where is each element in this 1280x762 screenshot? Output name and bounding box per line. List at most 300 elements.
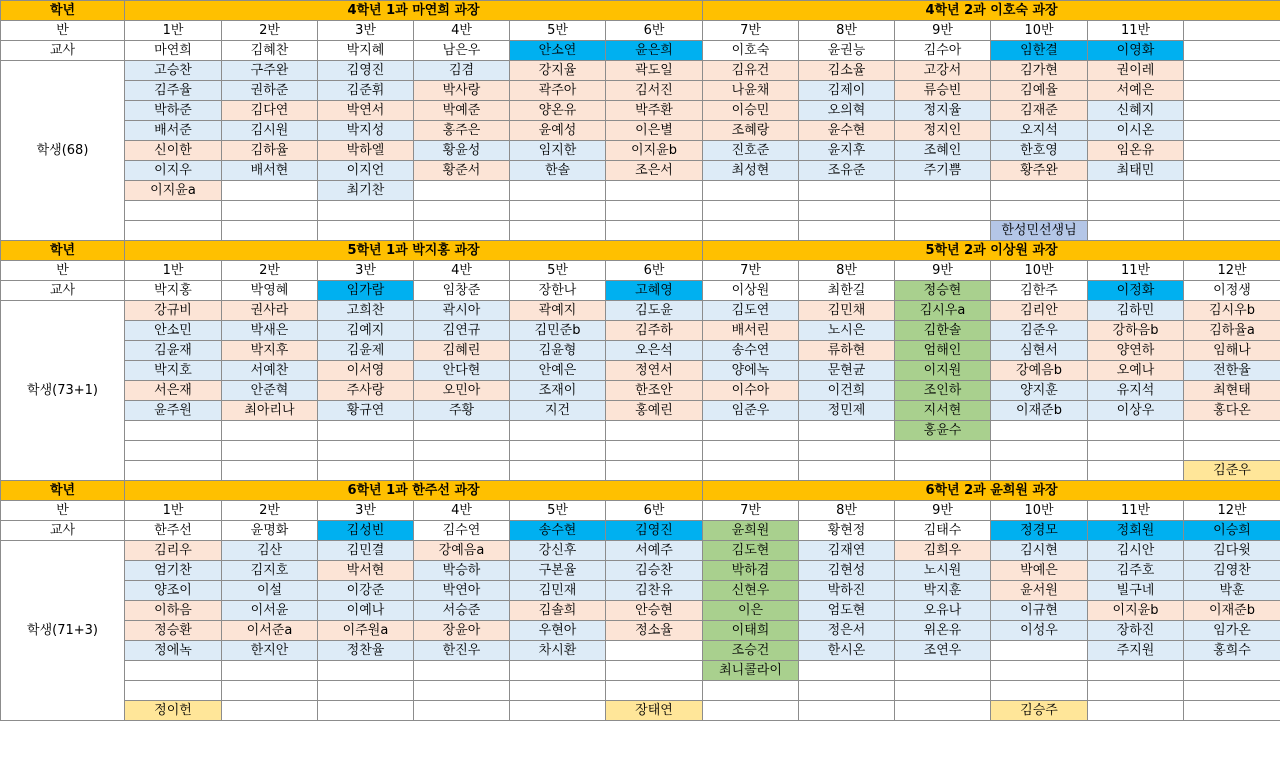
student-cell[interactable]: 홍예린 [606,401,703,421]
class-number-cell[interactable]: 5반 [510,261,606,281]
class-number-cell[interactable]: 10반 [991,501,1088,521]
student-cell[interactable]: 지서현 [895,401,991,421]
student-cell[interactable]: 곽도일 [606,61,703,81]
student-cell[interactable]: 김혜린 [414,341,510,361]
class-number-cell[interactable]: 10반 [991,21,1088,41]
student-cell[interactable]: 곽예지 [510,301,606,321]
teacher-cell[interactable]: 김태수 [895,521,991,541]
grade-label[interactable]: 학년 [1,1,125,21]
teacher-cell[interactable]: 김혜찬 [222,41,318,61]
student-cell[interactable]: 진호준 [703,141,799,161]
student-cell[interactable]: 홍윤수 [895,421,991,441]
student-cell[interactable] [606,221,703,241]
class-number-cell[interactable]: 4반 [414,21,510,41]
teacher-cell[interactable]: 장한나 [510,281,606,301]
student-cell[interactable] [703,201,799,221]
student-cell[interactable]: 김하율a [1184,321,1280,341]
student-cell[interactable]: 김겸 [414,61,510,81]
student-cell[interactable]: 김예지 [318,321,414,341]
class-number-cell[interactable] [1184,21,1280,41]
student-cell[interactable] [510,421,606,441]
student-cell[interactable]: 오유나 [895,601,991,621]
student-cell[interactable]: 김리우 [125,541,222,561]
student-cell[interactable]: 이지우 [125,161,222,181]
student-cell[interactable]: 조연우 [895,641,991,661]
class-number-cell[interactable]: 3반 [318,501,414,521]
student-cell[interactable]: 박하겸 [703,561,799,581]
teacher-cell[interactable]: 한주선 [125,521,222,541]
student-cell[interactable]: 홍다온 [1184,401,1280,421]
student-cell[interactable]: 김다연 [222,101,318,121]
class-number-cell[interactable]: 5반 [510,501,606,521]
teacher-cell[interactable]: 이승희 [1184,521,1280,541]
student-cell[interactable]: 정민제 [799,401,895,421]
student-cell[interactable]: 안승현 [606,601,703,621]
student-cell[interactable]: 김시우b [1184,301,1280,321]
student-count-label[interactable]: 학생(71+3) [1,541,125,721]
student-cell[interactable] [125,661,222,681]
teacher-cell[interactable]: 임한결 [991,41,1088,61]
student-cell[interactable]: 윤수현 [799,121,895,141]
student-cell[interactable] [318,221,414,241]
student-cell[interactable] [125,421,222,441]
student-cell[interactable] [222,461,318,481]
student-cell[interactable] [414,221,510,241]
student-cell[interactable]: 강하음b [1088,321,1184,341]
student-cell[interactable] [1088,661,1184,681]
department-2-title[interactable]: 5학년 2과 이상원 과장 [703,241,1280,261]
student-cell[interactable]: 김민채 [799,301,895,321]
student-cell[interactable] [895,461,991,481]
teacher-cell[interactable]: 이영화 [1088,41,1184,61]
student-cell[interactable] [1088,201,1184,221]
student-cell[interactable]: 박승하 [414,561,510,581]
student-cell[interactable]: 신현우 [703,581,799,601]
student-cell[interactable] [1184,661,1280,681]
student-cell[interactable]: 홍희수 [1184,641,1280,661]
student-cell[interactable]: 김승찬 [606,561,703,581]
student-cell[interactable]: 이서영 [318,361,414,381]
teacher-cell[interactable]: 김수아 [895,41,991,61]
student-cell[interactable]: 위온유 [895,621,991,641]
student-cell[interactable]: 서은재 [125,381,222,401]
teacher-cell[interactable]: 최한길 [799,281,895,301]
student-cell[interactable]: 김승주 [991,701,1088,721]
student-cell[interactable]: 주기쁨 [895,161,991,181]
student-cell[interactable] [606,201,703,221]
teacher-cell[interactable]: 황현정 [799,521,895,541]
student-cell[interactable] [991,661,1088,681]
student-cell[interactable]: 엄해인 [895,341,991,361]
student-cell[interactable] [1184,121,1280,141]
student-cell[interactable]: 박연아 [414,581,510,601]
student-cell[interactable]: 서예찬 [222,361,318,381]
student-cell[interactable]: 김영찬 [1184,561,1280,581]
student-cell[interactable]: 구본율 [510,561,606,581]
student-cell[interactable]: 한시온 [799,641,895,661]
student-cell[interactable]: 장태연 [606,701,703,721]
student-cell[interactable]: 윤주원 [125,401,222,421]
student-cell[interactable] [414,181,510,201]
student-cell[interactable]: 정소율 [606,621,703,641]
student-cell[interactable]: 김리안 [991,301,1088,321]
student-cell[interactable]: 강예음a [414,541,510,561]
teacher-cell[interactable]: 김수연 [414,521,510,541]
class-number-cell[interactable]: 3반 [318,261,414,281]
student-cell[interactable]: 안다현 [414,361,510,381]
student-cell[interactable] [414,441,510,461]
student-cell[interactable]: 정지인 [895,121,991,141]
student-cell[interactable] [606,641,703,661]
student-cell[interactable]: 김윤형 [510,341,606,361]
student-cell[interactable] [222,701,318,721]
student-cell[interactable]: 박지훈 [895,581,991,601]
student-cell[interactable]: 강예음b [991,361,1088,381]
student-cell[interactable] [222,681,318,701]
student-cell[interactable]: 김가현 [991,61,1088,81]
student-cell[interactable]: 박하진 [799,581,895,601]
student-cell[interactable] [703,421,799,441]
student-cell[interactable]: 이지원 [895,361,991,381]
student-cell[interactable] [991,681,1088,701]
student-cell[interactable]: 정찬율 [318,641,414,661]
student-cell[interactable] [318,701,414,721]
student-cell[interactable]: 김산 [222,541,318,561]
student-cell[interactable] [125,441,222,461]
student-cell[interactable]: 권하준 [222,81,318,101]
teacher-cell[interactable]: 김성빈 [318,521,414,541]
student-cell[interactable]: 양연하 [1088,341,1184,361]
student-cell[interactable] [991,421,1088,441]
student-cell[interactable] [895,681,991,701]
class-number-cell[interactable]: 10반 [991,261,1088,281]
teacher-cell[interactable]: 임창준 [414,281,510,301]
student-cell[interactable]: 조은서 [606,161,703,181]
student-cell[interactable]: 서예은 [1088,81,1184,101]
student-cell[interactable] [1184,441,1280,461]
student-cell[interactable] [222,221,318,241]
student-cell[interactable]: 고승찬 [125,61,222,81]
student-cell[interactable]: 이성우 [991,621,1088,641]
teacher-cell[interactable]: 박지혜 [318,41,414,61]
student-cell[interactable]: 김연규 [414,321,510,341]
student-cell[interactable]: 이강준 [318,581,414,601]
student-cell[interactable]: 엄기찬 [125,561,222,581]
student-cell[interactable]: 김준휘 [318,81,414,101]
student-cell[interactable]: 김시현 [991,541,1088,561]
student-cell[interactable]: 김재준 [991,101,1088,121]
student-cell[interactable] [895,701,991,721]
student-cell[interactable] [991,441,1088,461]
student-cell[interactable]: 신이한 [125,141,222,161]
student-cell[interactable]: 박연서 [318,101,414,121]
student-cell[interactable]: 최기찬 [318,181,414,201]
student-cell[interactable]: 김준우 [991,321,1088,341]
teacher-cell[interactable]: 임가람 [318,281,414,301]
student-cell[interactable]: 김윤제 [318,341,414,361]
student-cell[interactable]: 조유준 [799,161,895,181]
student-cell[interactable] [222,421,318,441]
class-number-cell[interactable]: 9반 [895,261,991,281]
class-number-cell[interactable]: 6반 [606,21,703,41]
student-cell[interactable] [799,701,895,721]
student-cell[interactable]: 주사랑 [318,381,414,401]
student-cell[interactable]: 문현균 [799,361,895,381]
student-cell[interactable]: 안예은 [510,361,606,381]
teacher-cell[interactable]: 박지홍 [125,281,222,301]
student-cell[interactable] [799,441,895,461]
class-number-cell[interactable]: 1반 [125,21,222,41]
student-cell[interactable] [125,221,222,241]
student-cell[interactable] [991,461,1088,481]
teacher-cell[interactable]: 이호숙 [703,41,799,61]
student-cell[interactable]: 황준서 [414,161,510,181]
class-number-cell[interactable]: 4반 [414,261,510,281]
student-cell[interactable] [895,661,991,681]
student-cell[interactable] [414,661,510,681]
student-cell[interactable]: 박지후 [222,341,318,361]
student-cell[interactable]: 김하율 [222,141,318,161]
student-cell[interactable] [606,681,703,701]
student-cell[interactable]: 곽주아 [510,81,606,101]
student-cell[interactable]: 김찬유 [606,581,703,601]
student-cell[interactable]: 정에녹 [125,641,222,661]
student-cell[interactable] [703,441,799,461]
class-number-cell[interactable]: 7반 [703,261,799,281]
student-cell[interactable]: 박훈 [1184,581,1280,601]
teacher-cell[interactable]: 정승현 [895,281,991,301]
student-cell[interactable]: 김도윤 [606,301,703,321]
student-cell[interactable]: 이지언 [318,161,414,181]
class-row-label[interactable]: 반 [1,261,125,281]
student-cell[interactable]: 박예준 [414,101,510,121]
student-cell[interactable] [991,201,1088,221]
student-cell[interactable] [125,201,222,221]
student-cell[interactable]: 정연서 [606,361,703,381]
student-cell[interactable]: 윤예성 [510,121,606,141]
student-cell[interactable]: 양지훈 [991,381,1088,401]
student-cell[interactable] [895,221,991,241]
student-cell[interactable]: 황규연 [318,401,414,421]
student-cell[interactable]: 한호영 [991,141,1088,161]
student-cell[interactable]: 김도현 [703,541,799,561]
student-cell[interactable]: 임준우 [703,401,799,421]
student-cell[interactable]: 류하현 [799,341,895,361]
student-cell[interactable]: 최아리나 [222,401,318,421]
student-cell[interactable]: 차시환 [510,641,606,661]
student-cell[interactable] [606,661,703,681]
student-cell[interactable]: 김주호 [1088,561,1184,581]
student-cell[interactable]: 김서진 [606,81,703,101]
student-cell[interactable]: 이은별 [606,121,703,141]
student-cell[interactable]: 이태희 [703,621,799,641]
student-cell[interactable]: 이시온 [1088,121,1184,141]
student-cell[interactable]: 박새은 [222,321,318,341]
student-cell[interactable]: 최성현 [703,161,799,181]
student-cell[interactable] [703,181,799,201]
student-cell[interactable] [703,701,799,721]
student-cell[interactable] [1184,201,1280,221]
student-cell[interactable]: 김준우 [1184,461,1280,481]
student-cell[interactable]: 김주하 [606,321,703,341]
student-cell[interactable]: 노시원 [895,561,991,581]
student-cell[interactable] [414,421,510,441]
department-2-title[interactable]: 6학년 2과 윤희원 과장 [703,481,1280,501]
teacher-cell[interactable]: 윤은희 [606,41,703,61]
class-number-cell[interactable]: 2반 [222,261,318,281]
student-cell[interactable]: 권이레 [1088,61,1184,81]
student-cell[interactable] [703,461,799,481]
teacher-cell[interactable]: 윤희원 [703,521,799,541]
student-cell[interactable]: 신혜지 [1088,101,1184,121]
student-cell[interactable] [1184,101,1280,121]
student-cell[interactable] [1088,421,1184,441]
teacher-cell[interactable]: 김한주 [991,281,1088,301]
student-cell[interactable] [991,641,1088,661]
student-cell[interactable]: 박서현 [318,561,414,581]
student-cell[interactable]: 이재준b [1184,601,1280,621]
student-cell[interactable]: 김영진 [318,61,414,81]
student-cell[interactable]: 김주율 [125,81,222,101]
student-cell[interactable]: 이수아 [703,381,799,401]
student-cell[interactable]: 박사랑 [414,81,510,101]
student-cell[interactable] [222,201,318,221]
student-cell[interactable]: 김민결 [318,541,414,561]
student-cell[interactable]: 이설 [222,581,318,601]
student-cell[interactable]: 이서준a [222,621,318,641]
student-cell[interactable] [1088,441,1184,461]
student-cell[interactable]: 주지원 [1088,641,1184,661]
student-cell[interactable]: 우현아 [510,621,606,641]
class-number-cell[interactable]: 8반 [799,21,895,41]
class-number-cell[interactable]: 1반 [125,261,222,281]
student-cell[interactable]: 한솔 [510,161,606,181]
student-cell[interactable] [1088,701,1184,721]
student-cell[interactable]: 조승건 [703,641,799,661]
student-cell[interactable] [510,681,606,701]
class-number-cell[interactable]: 2반 [222,21,318,41]
student-cell[interactable] [510,201,606,221]
student-cell[interactable] [318,201,414,221]
student-cell[interactable]: 고강서 [895,61,991,81]
student-cell[interactable]: 박예은 [991,561,1088,581]
student-cell[interactable]: 오지석 [991,121,1088,141]
student-cell[interactable]: 임가온 [1184,621,1280,641]
student-cell[interactable] [414,461,510,481]
student-cell[interactable]: 김하민 [1088,301,1184,321]
class-row-label[interactable]: 반 [1,21,125,41]
teacher-row-label[interactable]: 교사 [1,521,125,541]
grade-label[interactable]: 학년 [1,241,125,261]
student-cell[interactable]: 임온유 [1088,141,1184,161]
student-count-label[interactable]: 학생(68) [1,61,125,241]
teacher-cell[interactable]: 안소연 [510,41,606,61]
student-cell[interactable]: 구주완 [222,61,318,81]
student-cell[interactable] [799,461,895,481]
student-cell[interactable]: 박지호 [125,361,222,381]
student-cell[interactable] [1184,141,1280,161]
student-cell[interactable]: 한성민선생님 [991,221,1088,241]
student-count-label[interactable]: 학생(73+1) [1,301,125,481]
student-cell[interactable]: 이재준b [991,401,1088,421]
department-1-title[interactable]: 4학년 1과 마연희 과장 [125,1,703,21]
student-cell[interactable]: 주황 [414,401,510,421]
student-cell[interactable]: 윤서원 [991,581,1088,601]
class-number-cell[interactable]: 9반 [895,501,991,521]
student-cell[interactable] [510,221,606,241]
student-cell[interactable]: 김도연 [703,301,799,321]
student-cell[interactable]: 유지석 [1088,381,1184,401]
department-1-title[interactable]: 5학년 1과 박지홍 과장 [125,241,703,261]
student-cell[interactable] [1088,681,1184,701]
student-cell[interactable]: 김현성 [799,561,895,581]
student-cell[interactable]: 윤지후 [799,141,895,161]
student-cell[interactable]: 황윤성 [414,141,510,161]
student-cell[interactable] [606,181,703,201]
student-cell[interactable]: 김한솔 [895,321,991,341]
student-cell[interactable] [895,441,991,461]
student-cell[interactable]: 김윤재 [125,341,222,361]
teacher-cell[interactable]: 이상원 [703,281,799,301]
student-cell[interactable] [1088,181,1184,201]
teacher-cell[interactable]: 이정화 [1088,281,1184,301]
teacher-cell[interactable]: 이정생 [1184,281,1280,301]
department-2-title[interactable]: 4학년 2과 이호숙 과장 [703,1,1280,21]
student-cell[interactable] [799,421,895,441]
student-cell[interactable]: 박하엘 [318,141,414,161]
student-cell[interactable] [1184,221,1280,241]
class-number-cell[interactable]: 7반 [703,501,799,521]
class-number-cell[interactable]: 1반 [125,501,222,521]
class-number-cell[interactable]: 3반 [318,21,414,41]
student-cell[interactable] [799,201,895,221]
student-cell[interactable]: 양조이 [125,581,222,601]
student-cell[interactable] [1184,61,1280,81]
student-cell[interactable]: 전한율 [1184,361,1280,381]
student-cell[interactable]: 나윤채 [703,81,799,101]
class-number-cell[interactable]: 12반 [1184,261,1280,281]
student-cell[interactable]: 최현태 [1184,381,1280,401]
student-cell[interactable] [222,441,318,461]
teacher-row-label[interactable]: 교사 [1,41,125,61]
student-cell[interactable]: 이예나 [318,601,414,621]
student-cell[interactable]: 류승빈 [895,81,991,101]
class-number-cell[interactable]: 11반 [1088,261,1184,281]
student-cell[interactable]: 정이헌 [125,701,222,721]
class-number-cell[interactable]: 6반 [606,261,703,281]
student-cell[interactable] [606,441,703,461]
student-cell[interactable] [606,421,703,441]
student-cell[interactable]: 김시안 [1088,541,1184,561]
student-cell[interactable] [318,421,414,441]
class-number-cell[interactable]: 11반 [1088,501,1184,521]
student-cell[interactable]: 한지안 [222,641,318,661]
class-row-label[interactable]: 반 [1,501,125,521]
student-cell[interactable]: 김재연 [799,541,895,561]
teacher-cell[interactable]: 고혜영 [606,281,703,301]
grade-label[interactable]: 학년 [1,481,125,501]
student-cell[interactable]: 이상우 [1088,401,1184,421]
student-cell[interactable] [1088,221,1184,241]
teacher-cell[interactable]: 마연희 [125,41,222,61]
student-cell[interactable]: 박하준 [125,101,222,121]
student-cell[interactable]: 조혜랑 [703,121,799,141]
student-cell[interactable] [414,681,510,701]
student-cell[interactable]: 최태민 [1088,161,1184,181]
student-cell[interactable] [991,181,1088,201]
teacher-cell[interactable]: 남은우 [414,41,510,61]
student-cell[interactable] [799,181,895,201]
